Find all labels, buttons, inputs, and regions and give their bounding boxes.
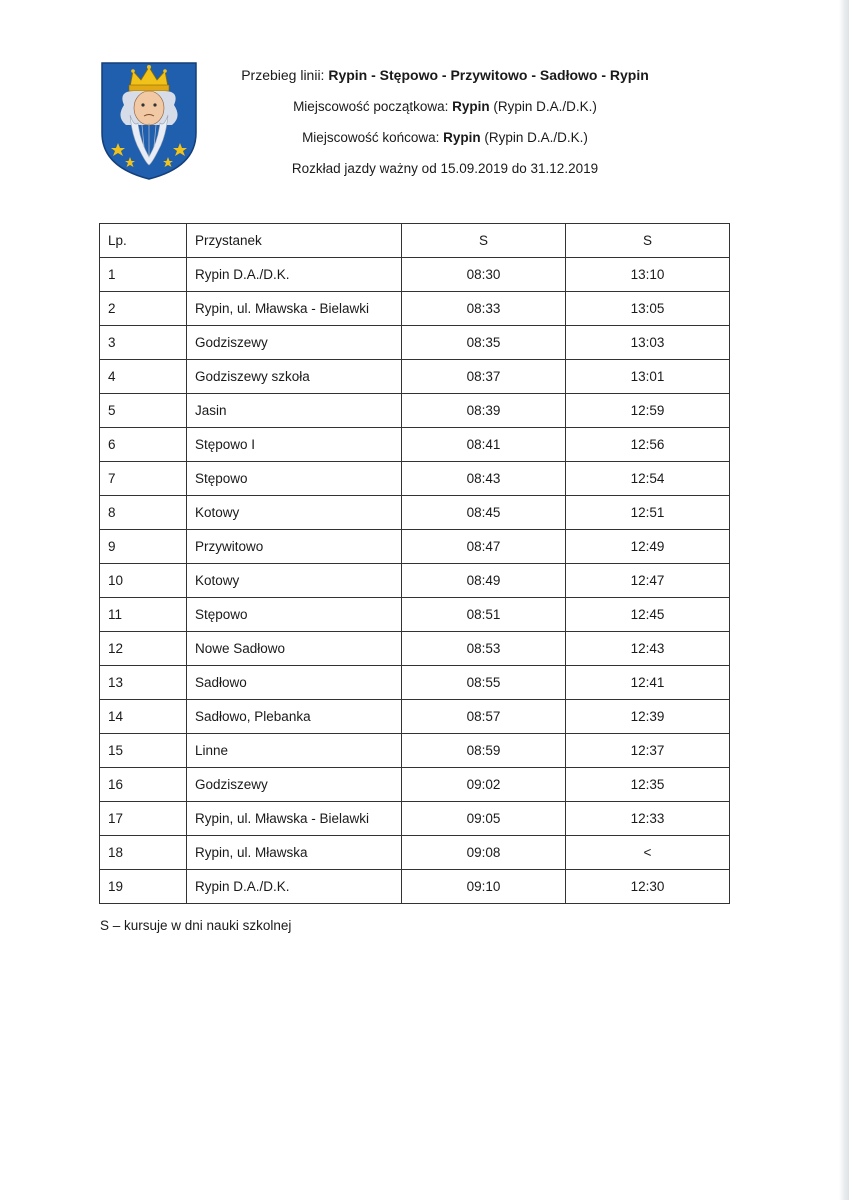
cell-course-2: 13:01 bbox=[566, 360, 730, 394]
table-header-row bbox=[100, 224, 730, 258]
cell-course-2: 12:54 bbox=[566, 462, 730, 496]
cell-course-2: 13:03 bbox=[566, 326, 730, 360]
validity-line: Rozkład jazdy ważny od 15.09.2019 do 31.12.2019 bbox=[291, 161, 599, 176]
cell-course-2: 12:43 bbox=[566, 632, 730, 666]
cell-stop: Linne bbox=[187, 734, 402, 768]
cell-course-1: 08:53 bbox=[402, 632, 566, 666]
table-row bbox=[100, 258, 730, 292]
cell-stop: Sadłowo, Plebanka bbox=[187, 700, 402, 734]
cell-course-1: 08:47 bbox=[402, 530, 566, 564]
cell-course-2: 13:05 bbox=[566, 292, 730, 326]
cell-stop: Jasin bbox=[187, 394, 402, 428]
table-row bbox=[100, 530, 730, 564]
cell-stop: Kotowy bbox=[187, 496, 402, 530]
footnote: S – kursuje w dni nauki szkolnej bbox=[100, 918, 292, 933]
cell-course-1: 08:37 bbox=[402, 360, 566, 394]
cell-stop: Rypin D.A./D.K. bbox=[187, 258, 402, 292]
cell-course-2: 12:51 bbox=[566, 496, 730, 530]
cell-course-1: 08:49 bbox=[402, 564, 566, 598]
cell-lp: 5 bbox=[100, 394, 187, 428]
cell-course-1: 09:08 bbox=[402, 836, 566, 870]
cell-course-1: 08:33 bbox=[402, 292, 566, 326]
cell-course-1: 08:45 bbox=[402, 496, 566, 530]
table-row bbox=[100, 496, 730, 530]
cell-lp: 15 bbox=[100, 734, 187, 768]
cell-lp: 10 bbox=[100, 564, 187, 598]
cell-stop: Godziszewy bbox=[187, 768, 402, 802]
end-suffix: (Rypin D.A./D.K.) bbox=[480, 130, 588, 145]
cell-course-2: 12:37 bbox=[566, 734, 730, 768]
cell-course-2: 12:35 bbox=[566, 768, 730, 802]
cell-stop: Rypin, ul. Mławska bbox=[187, 836, 402, 870]
table-row bbox=[100, 462, 730, 496]
table-row bbox=[100, 734, 730, 768]
cell-lp: 4 bbox=[100, 360, 187, 394]
table-row bbox=[100, 802, 730, 836]
cell-stop: Godziszewy bbox=[187, 326, 402, 360]
table-row bbox=[100, 870, 730, 904]
cell-course-1: 08:51 bbox=[402, 598, 566, 632]
cell-course-1: 09:05 bbox=[402, 802, 566, 836]
cell-course-1: 09:02 bbox=[402, 768, 566, 802]
cell-stop: Rypin, ul. Mławska - Bielawki bbox=[187, 802, 402, 836]
cell-course-2: 12:45 bbox=[566, 598, 730, 632]
timetable-body bbox=[100, 258, 730, 904]
cell-lp: 12 bbox=[100, 632, 187, 666]
cell-stop: Godziszewy szkoła bbox=[187, 360, 402, 394]
table-row bbox=[100, 598, 730, 632]
cell-lp: 16 bbox=[100, 768, 187, 802]
table-row bbox=[100, 666, 730, 700]
cell-stop: Kotowy bbox=[187, 564, 402, 598]
cell-lp: 19 bbox=[100, 870, 187, 904]
cell-course-1: 08:35 bbox=[402, 326, 566, 360]
header-lp: Lp. bbox=[100, 224, 187, 258]
cell-course-2: 12:41 bbox=[566, 666, 730, 700]
table-row bbox=[100, 428, 730, 462]
cell-course-1: 08:55 bbox=[402, 666, 566, 700]
cell-course-2: < bbox=[566, 836, 730, 870]
table-row bbox=[100, 326, 730, 360]
table-row bbox=[100, 632, 730, 666]
cell-lp: 3 bbox=[100, 326, 187, 360]
cell-course-1: 08:41 bbox=[402, 428, 566, 462]
timetable bbox=[99, 223, 730, 904]
cell-lp: 14 bbox=[100, 700, 187, 734]
cell-stop: Stępowo bbox=[187, 462, 402, 496]
cell-stop: Nowe Sadłowo bbox=[187, 632, 402, 666]
table-row bbox=[100, 768, 730, 802]
cell-stop: Przywitowo bbox=[187, 530, 402, 564]
cell-course-1: 08:30 bbox=[402, 258, 566, 292]
cell-lp: 2 bbox=[100, 292, 187, 326]
cell-stop: Sadłowo bbox=[187, 666, 402, 700]
cell-lp: 6 bbox=[100, 428, 187, 462]
route-prefix: Przebieg linii: bbox=[241, 67, 329, 83]
cell-course-2: 12:59 bbox=[566, 394, 730, 428]
start-location-line bbox=[215, 91, 675, 122]
cell-course-2: 12:56 bbox=[566, 428, 730, 462]
end-prefix: Miejscowość końcowa: bbox=[302, 130, 444, 145]
route-line bbox=[215, 60, 675, 91]
end-location-line bbox=[215, 122, 675, 153]
cell-lp: 9 bbox=[100, 530, 187, 564]
table-row bbox=[100, 836, 730, 870]
cell-course-1: 08:43 bbox=[402, 462, 566, 496]
table-row bbox=[100, 564, 730, 598]
cell-course-1: 09:10 bbox=[402, 870, 566, 904]
cell-lp: 8 bbox=[100, 496, 187, 530]
start-location: Rypin bbox=[452, 99, 490, 114]
cell-course-2: 12:30 bbox=[566, 870, 730, 904]
header-course-1: S bbox=[402, 224, 566, 258]
route-name: Rypin - Stępowo - Przywitowo - Sadłowo - Rypin bbox=[328, 67, 649, 83]
table-row bbox=[100, 394, 730, 428]
cell-lp: 7 bbox=[100, 462, 187, 496]
cell-course-2: 12:39 bbox=[566, 700, 730, 734]
start-suffix: (Rypin D.A./D.K.) bbox=[489, 99, 597, 114]
cell-course-1: 08:57 bbox=[402, 700, 566, 734]
cell-stop: Stępowo I bbox=[187, 428, 402, 462]
table-row bbox=[100, 292, 730, 326]
cell-stop: Stępowo bbox=[187, 598, 402, 632]
table-row bbox=[100, 360, 730, 394]
table-row bbox=[100, 700, 730, 734]
coat-of-arms-icon bbox=[100, 61, 198, 181]
cell-course-2: 12:33 bbox=[566, 802, 730, 836]
cell-stop: Rypin, ul. Mławska - Bielawki bbox=[187, 292, 402, 326]
cell-course-2: 13:10 bbox=[566, 258, 730, 292]
cell-stop: Rypin D.A./D.K. bbox=[187, 870, 402, 904]
header-course-2: S bbox=[566, 224, 730, 258]
cell-lp: 11 bbox=[100, 598, 187, 632]
cell-course-1: 08:39 bbox=[402, 394, 566, 428]
document-header bbox=[215, 60, 675, 184]
cell-lp: 1 bbox=[100, 258, 187, 292]
cell-course-2: 12:47 bbox=[566, 564, 730, 598]
cell-lp: 13 bbox=[100, 666, 187, 700]
start-prefix: Miejscowość początkowa: bbox=[293, 99, 453, 114]
cell-course-2: 12:49 bbox=[566, 530, 730, 564]
cell-course-1: 08:59 bbox=[402, 734, 566, 768]
end-location: Rypin bbox=[443, 130, 481, 145]
header-stop: Przystanek bbox=[187, 224, 402, 258]
page-edge bbox=[839, 0, 849, 1200]
cell-lp: 18 bbox=[100, 836, 187, 870]
cell-lp: 17 bbox=[100, 802, 187, 836]
